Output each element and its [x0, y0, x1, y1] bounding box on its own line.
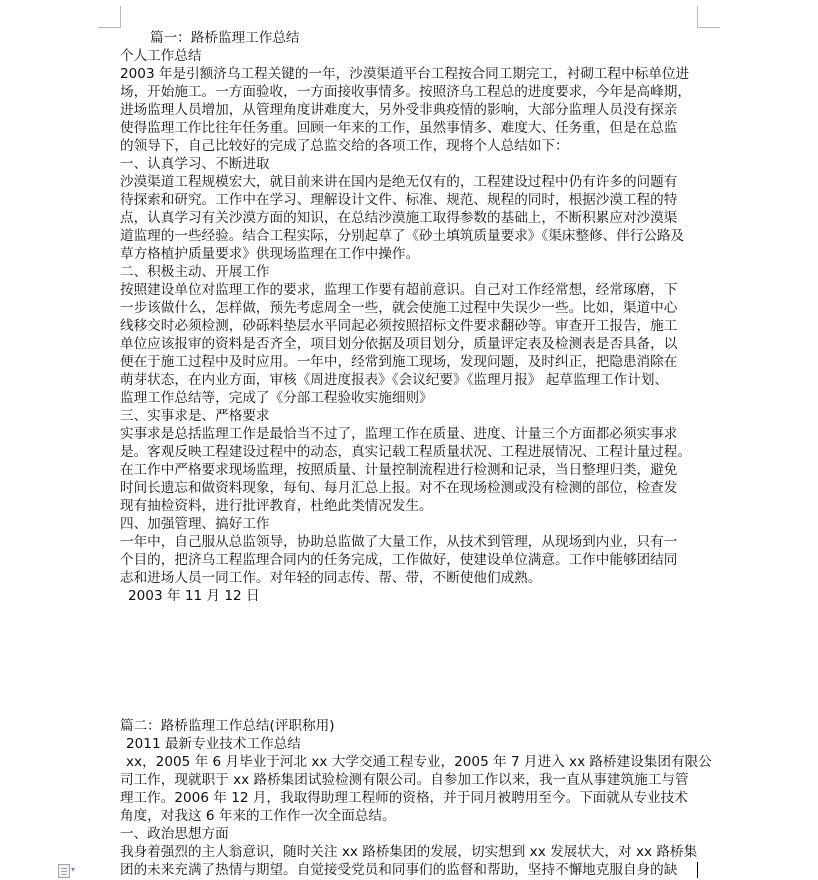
text-cursor [697, 862, 698, 878]
section-1-date: 2003 年 11 月 12 日 [128, 588, 260, 604]
section-1-title: 篇一：路桥监理工作总结 [150, 30, 300, 46]
section-1-body [120, 65, 698, 587]
section-2-body [120, 753, 712, 879]
body-line: 现有抽检资料，进行批评教育，杜绝此类情况发生。 [120, 498, 433, 514]
body-line: 实事求是总括监理工作是最恰当不过了，监理工作在质量、进度、计量三个方面都必须实事求 [120, 426, 678, 442]
body-line: 2003 年是引额济乌工程关键的一年，沙漠渠道平台工程按合同工期完工，衬砌工程中标单位进 [120, 66, 690, 82]
body-line: 是。客观反映工程建设过程中的动态，真实记载工程质量状况、工程进展情况、工程计量过程。 [120, 444, 691, 460]
body-line: 在工作中严格要求现场监理，按照质量、计量控制流程进行检测和记录，当日整理归类，避免 [120, 462, 678, 478]
body-line: 便在于施工过程中及时应用。一年中，经常到施工现场，发现问题，及时纠正，把隐患消除在 [120, 354, 678, 370]
body-line: 场，开始施工。一方面验收，一方面接收事情多。按照济乌工程总的进度要求，今年是高峰期， [120, 84, 691, 100]
body-line: 萌芽状态，在内业方面，审核《周进度报表》《会议纪要》《监理月报》 起草监理工作计划、 [120, 372, 669, 388]
crop-mark-top-right-vertical [697, 6, 698, 28]
crop-mark-top-right-horizontal [698, 27, 720, 28]
body-line: 一步该做什么，怎样做，预先考虑周全一些，就会使施工过程中失误少一些。比如，渠道中心 [120, 300, 678, 316]
body-line: 一年中，自己服从总监领导，协助总监做了大量工作，从技术到管理，从现场到内业，只有一 [120, 534, 678, 550]
chevron-down-icon[interactable]: ▾ [71, 865, 76, 874]
heading-line: 一、政治思想方面 [120, 826, 229, 842]
body-line: 我身着强烈的主人翁意识，随时关注 xx 路桥集团的发展，切实想到 xx 发展状大，对 xx 路桥集 [120, 844, 698, 860]
body-line: 理工作。2006 年 12 月，我取得助理工程师的资格，并于同月被聘用至今。下面就从专业技术 [120, 790, 688, 806]
body-line: 按照建设单位对监理工作的要求，监理工作要有超前意识。自己对工作经常想，经常琢磨，下 [120, 282, 678, 298]
body-line: 草方格植护质量要求》供现场监理在工作中操作。 [120, 246, 420, 262]
body-line: xx，2005 年 6 月毕业于河北 xx 大学交通工程专业，2005 年 7 月进入 xx 路桥建设集团有限公 [126, 754, 712, 770]
section-2 [120, 717, 712, 879]
body-line: 团的未来充满了热情与期望。自觉接受党员和同事们的监督和帮助，坚持不懈地克服自身的缺 [120, 862, 678, 878]
body-line: 时间长遗忘和做资料现象，每旬、每月汇总上报。对不在现场检测或没有检测的部位，检查发 [120, 480, 678, 496]
body-line: 沙漠渠道工程规模宏大，就目前来讲在国内是绝无仅有的，工程建设过程中仍有许多的问题有 [120, 174, 678, 190]
section-2-title: 篇二：路桥监理工作总结(评职称用) [120, 718, 335, 734]
body-line: 志和进场人员一同工作。对年轻的同志传、帮、带，不断使他们成熟。 [120, 570, 542, 586]
body-line: 单位应该报审的资料是否齐全，项目划分依据及项目划分，质量评定表及检测表是否具备，以 [120, 336, 678, 352]
body-line: 个目的，把济乌工程监理合同内的任务完成，工作做好，使建设单位满意。工作中能够团结同 [120, 552, 678, 568]
section-1 [120, 29, 698, 605]
heading-line: 四、加强管理、搞好工作 [120, 516, 270, 532]
body-line: 待探索和研究。工作中在学习、理解设计文件、标准、规范、规程的同时，根据沙漠工程的特 [120, 192, 678, 208]
body-line: 的领导下，自己比较好的完成了总监交给的各项工作，现将个人总结如下： [120, 138, 569, 154]
section-1-subtitle: 个人工作总结 [120, 48, 202, 64]
section-2-subtitle: 2011 最新专业技术工作总结 [126, 736, 301, 752]
body-line: 角度，对我这 6 年来的工作作一次全面总结。 [120, 808, 396, 824]
body-line: 线移交时必须检测，砂砾料垫层水平同起必须按照招标文件要求翻砂等。审查开工报告，施工 [120, 318, 678, 334]
body-line: 司工作，现就职于 xx 路桥集团试验检测有限公司。自参加工作以来，我一直从事建筑施工与管 [120, 772, 689, 788]
heading-line: 二、积极主动、开展工作 [120, 264, 270, 280]
body-line: 进场监理人员增加，从管理角度讲难度大，另外受非典疫情的影响，大部分监理人员没有探亲 [120, 102, 678, 118]
body-line: 监理工作总结等，完成了《分部工程验收实施细则》 [120, 390, 433, 406]
body-line: 点，认真学习有关沙漠方面的知识，在总结沙漠施工取得参数的基础上，不断积累应对沙漠渠 [120, 210, 678, 226]
heading-line: 三、实事求是、严格要求 [120, 408, 270, 424]
heading-line: 一、认真学习、不断进取 [120, 156, 270, 172]
document-icon[interactable] [58, 864, 70, 878]
crop-mark-top-left-vertical [120, 6, 121, 28]
crop-mark-top-left-horizontal [98, 27, 120, 28]
body-line: 使得监理工作比往年任务重。回顾一年来的工作，虽然事情多、难度大、任务重，但是在总监 [120, 120, 678, 136]
body-line: 道监理的一些经验。结合工程实际，分别起草了《砂土填筑质量要求》《渠床整修、伴行公路及 [120, 228, 685, 244]
